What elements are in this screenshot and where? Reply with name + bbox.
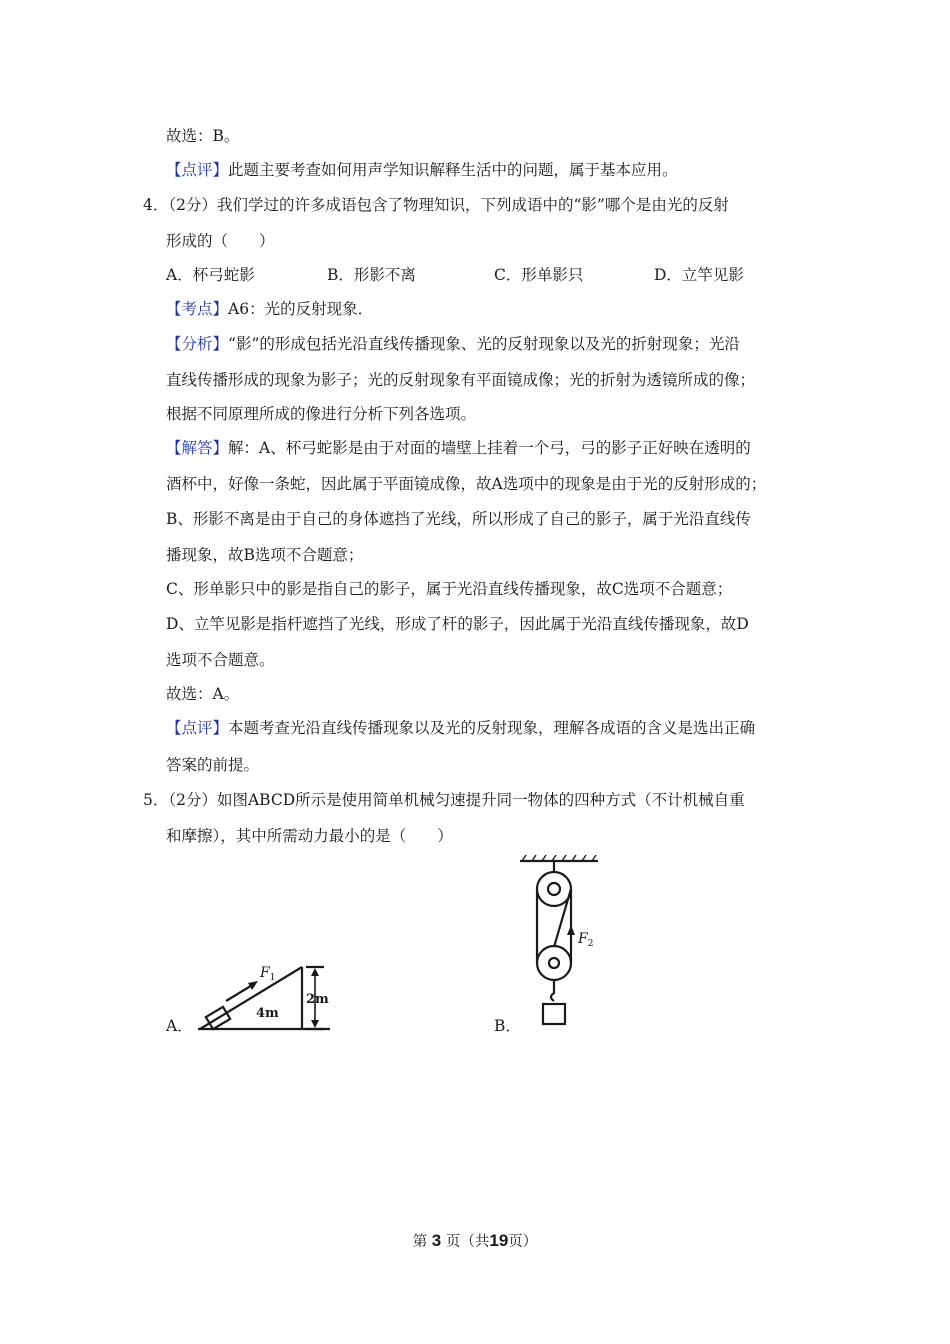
force-arrow-head <box>248 981 258 990</box>
jieda-line: B、形影不离是由于自己的身体遮挡了光线，所以形成了自己的影子，属于光沿直线传 <box>166 510 751 528</box>
page-footer: 第 3 页（共19页） <box>412 1231 538 1250</box>
question-stem-line: 和摩擦），其中所需动力最小的是（ ） <box>166 827 453 845</box>
fenxi-line: 根据不同原理所成的像进行分析下列各选项。 <box>166 405 477 423</box>
rope-middle <box>554 889 571 947</box>
question-stem-line: 形成的（ ） <box>166 232 275 250</box>
question-stem-line: （2分）我们学过的许多成语包含了物理知识，下列成语中的“影”哪个是由光的反射 <box>168 196 729 214</box>
figure-b-label: B． <box>494 1017 521 1035</box>
slope-length-label: 4m <box>256 1006 279 1021</box>
dimension-arrow-top <box>311 968 319 976</box>
fixed-pulley <box>537 872 571 906</box>
slope-line <box>200 967 302 1029</box>
jieda <box>166 438 751 458</box>
jieda-tag: 【解答】 <box>166 439 229 457</box>
fenxi-line: “影”的形成包括光沿直线传播现象、光的反射现象以及光的折射现象；光沿 <box>228 335 740 353</box>
dianping-line: 本题考查光沿直线传播现象以及光的反射现象，理解各成语的含义是选出正确 <box>228 719 756 737</box>
jieda-line: 解：A、杯弓蛇影是由于对面的墙壁上挂着一个弓，弓的影子正好映在透明的 <box>228 439 751 457</box>
dianping-line: 答案的前提。 <box>166 756 260 774</box>
prev-comment <box>166 160 678 180</box>
option-d: D．立竿见影 <box>654 266 744 284</box>
figure-a-label: A． <box>166 1017 193 1035</box>
question-number: 5． <box>143 791 169 809</box>
question-5-stem <box>143 790 745 810</box>
fenxi-line: 直线传播形成的现象为影子；光的反射现象有平面镜成像；光的折射为透镜所成的像； <box>166 371 756 389</box>
jieda-line: D、立竿见影是指杆遮挡了光线，形成了杆的影子，因此属于光沿直线传播现象，故D <box>166 615 749 633</box>
dianping-tag: 【点评】 <box>166 719 229 737</box>
jieda-conclusion: 故选：A。 <box>166 685 240 703</box>
kaodian-text: A6：光的反射现象． <box>228 300 374 318</box>
pulley-figure <box>510 855 620 1035</box>
dimension-arrow-bottom <box>311 1020 319 1028</box>
question-4-stem <box>143 195 729 215</box>
comment-tag: 【点评】 <box>166 161 229 179</box>
dianping <box>166 718 755 738</box>
inclined-plane-figure <box>190 955 340 1035</box>
kaodian <box>166 299 373 319</box>
height-label: 2m <box>306 992 329 1007</box>
movable-pulley <box>537 946 571 980</box>
force-label: $F_1$ <box>260 965 276 983</box>
jieda-line: 酒杯中，好像一条蛇，因此属于平面镜成像，故A选项中的现象是由于光的反射形成的； <box>166 475 767 493</box>
fenxi-tag: 【分析】 <box>166 335 229 353</box>
pull-arrow-head <box>567 925 575 935</box>
load-box <box>543 1004 565 1024</box>
comment-text: 此题主要考查如何用声学知识解释生活中的问题，属于基本应用。 <box>228 161 678 179</box>
jieda-line: 选项不合题意。 <box>166 651 275 669</box>
fenxi <box>166 334 740 354</box>
total-pages: 19 <box>489 1231 509 1250</box>
option-b: B．形影不离 <box>327 266 416 284</box>
page-number: 3 <box>431 1231 442 1250</box>
force-label: $F_2$ <box>578 931 594 949</box>
jieda-line: 播现象，故B选项不合题意； <box>166 546 364 564</box>
option-c: C．形单影只 <box>494 266 584 284</box>
hook <box>551 980 554 1001</box>
kaodian-tag: 【考点】 <box>166 300 229 318</box>
question-number: 4． <box>143 196 169 214</box>
question-stem-line: （2分）如图ABCD所示是使用简单机械匀速提升同一物体的四种方式（不计机械自重 <box>168 791 745 809</box>
prev-conclusion: 故选：B。 <box>166 127 240 145</box>
jieda-line: C、形单影只中的影是指自己的影子，属于光沿直线传播现象，故C选项不合题意； <box>166 580 733 598</box>
option-a: A．杯弓蛇影 <box>166 266 255 284</box>
